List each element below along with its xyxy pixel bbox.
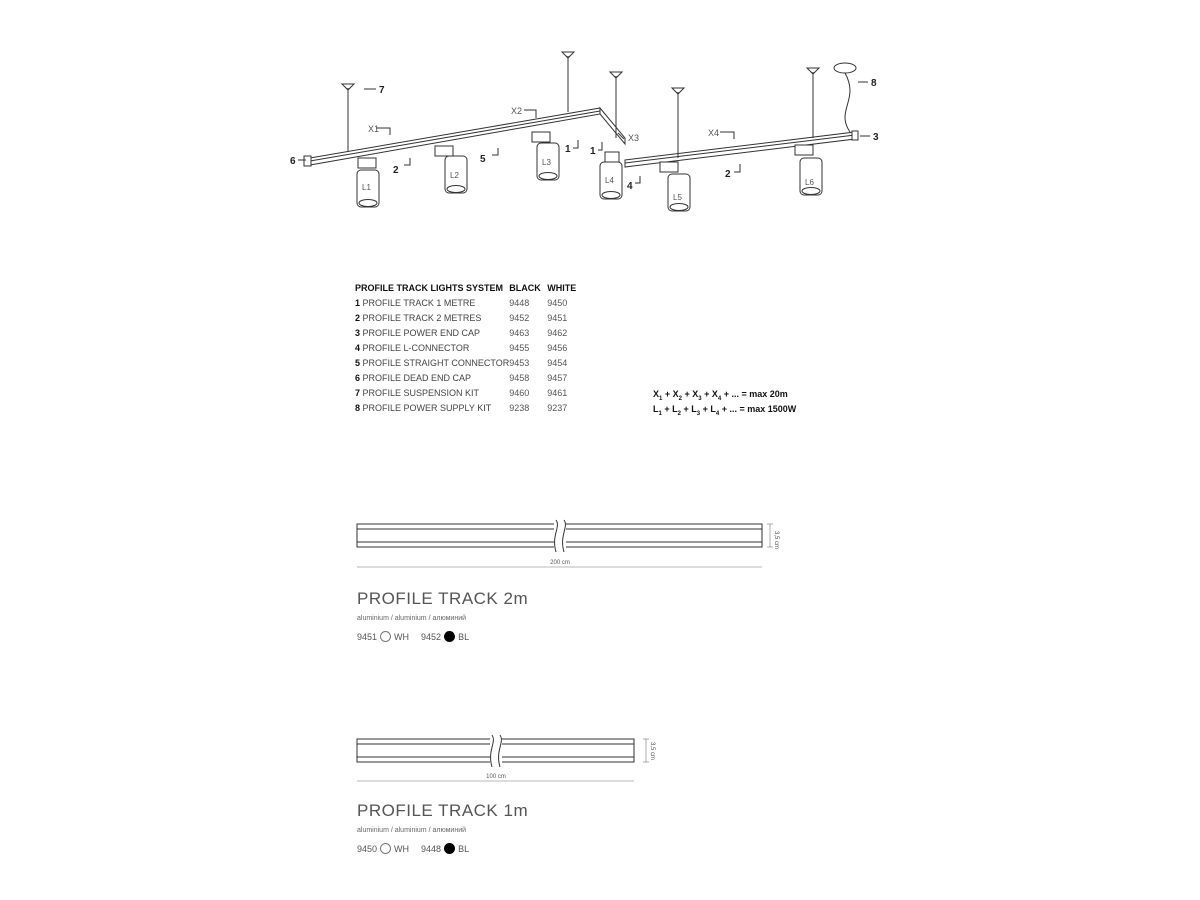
item-number: 3 — [355, 327, 361, 338]
white-code: 9454 — [547, 357, 568, 368]
table-row — [355, 310, 585, 325]
track-1m-black-label: BL — [458, 843, 470, 854]
black-code: 9455 — [509, 342, 530, 353]
table-row — [355, 295, 585, 310]
column-black: BLACK — [509, 282, 541, 293]
black-code: 9458 — [509, 372, 530, 383]
white-swatch-icon — [380, 843, 391, 854]
white-swatch-icon — [380, 631, 391, 642]
track-1m-height-label: 3,5 cm — [649, 741, 655, 761]
white-code: 9457 — [547, 372, 568, 383]
track-1m-drawing — [350, 730, 670, 790]
track-1m-black-code: 9448 — [421, 843, 442, 854]
track-1m-length-label: 100 cm — [486, 774, 506, 780]
lamp-label-l1: L1 — [362, 183, 371, 192]
table-row — [355, 385, 585, 400]
white-code: 9450 — [547, 297, 568, 308]
item-name: PROFILE DEAD END CAP — [362, 372, 472, 383]
lamp-label-l6: L6 — [805, 178, 814, 187]
table-row — [355, 355, 585, 370]
item-number: 8 — [355, 402, 361, 413]
column-white: WHITE — [547, 282, 577, 293]
power-formula-tail: + ... = max 1500W — [721, 404, 797, 414]
item-number: 6 — [355, 372, 361, 383]
item-number: 7 — [355, 387, 361, 398]
white-code: 9461 — [547, 387, 568, 398]
item-name: PROFILE L-CONNECTOR — [362, 342, 470, 353]
track-2m-material: aluminium / aluminium / алюминий — [357, 615, 467, 622]
item-number: 2 — [355, 312, 361, 323]
table-title: PROFILE TRACK LIGHTS SYSTEM — [355, 282, 504, 293]
lamp-label-l5: L5 — [673, 193, 682, 202]
table-header-row — [355, 280, 585, 295]
callout-2-left: 2 — [393, 165, 399, 176]
callout-7: 7 — [379, 85, 385, 96]
table-row — [355, 340, 585, 355]
callout-2-right: 2 — [725, 169, 731, 180]
callout-1-b: 1 — [590, 146, 596, 157]
segment-label-x3: X3 — [628, 133, 640, 143]
white-code: 9237 — [547, 402, 568, 413]
table-row — [355, 325, 585, 340]
track-2m-black-code: 9452 — [421, 631, 442, 642]
track-2m-white-label: WH — [394, 631, 410, 642]
track-system-diagram — [280, 40, 900, 230]
table-row — [355, 370, 585, 385]
lamp-label-l2: L2 — [450, 171, 459, 180]
length-formula-tail: + ... = max 20m — [723, 389, 788, 399]
track-2m-length-label: 200 cm — [550, 560, 570, 566]
segment-label-x4: X4 — [708, 128, 720, 138]
item-number: 5 — [355, 357, 361, 368]
track-1m-white-label: WH — [394, 843, 410, 854]
callout-5: 5 — [480, 154, 486, 165]
black-code: 9238 — [509, 402, 530, 413]
black-code: 9463 — [509, 327, 530, 338]
lamp-label-l3: L3 — [542, 158, 551, 167]
segment-label-x2: X2 — [511, 106, 523, 116]
track-1m-white-code: 9450 — [357, 843, 378, 854]
white-code: 9456 — [547, 342, 568, 353]
length-formula: $X_1 + X_2 + X_3 + X_4$ + ... = max 20m — [653, 389, 788, 402]
white-code: 9462 — [547, 327, 568, 338]
power-formula: $L_1 + L_2 + L_3 + L_4$ + ... = max 1500W — [653, 404, 797, 417]
black-swatch-icon — [444, 631, 455, 642]
item-name: PROFILE POWER END CAP — [362, 327, 481, 338]
callout-8: 8 — [871, 78, 877, 89]
lamp-label-l4: L4 — [605, 176, 614, 185]
item-name: PROFILE TRACK 2 METRES — [362, 312, 482, 323]
track-1m-title: PROFILE TRACK 1m — [357, 801, 529, 820]
callout-6: 6 — [290, 156, 296, 167]
black-code: 9452 — [509, 312, 530, 323]
callout-4: 4 — [627, 181, 633, 192]
black-code: 9448 — [509, 297, 530, 308]
callout-1-a: 1 — [565, 144, 571, 155]
item-name: PROFILE SUSPENSION KIT — [362, 387, 480, 398]
track-1m-material: aluminium / aluminium / алюминий — [357, 827, 467, 834]
black-code: 9460 — [509, 387, 530, 398]
track-2m-variants — [357, 631, 469, 642]
table-row — [355, 400, 585, 415]
product-table — [355, 280, 585, 415]
item-name: PROFILE STRAIGHT CONNECTOR — [362, 357, 510, 368]
track-2m-white-code: 9451 — [357, 631, 378, 642]
segment-label-x1: X1 — [368, 124, 380, 134]
callout-3: 3 — [873, 132, 879, 143]
track-2m-black-label: BL — [458, 631, 470, 642]
black-swatch-icon — [444, 843, 455, 854]
black-code: 9453 — [509, 357, 530, 368]
item-name: PROFILE POWER SUPPLY KIT — [362, 402, 492, 413]
item-name: PROFILE TRACK 1 METRE — [362, 297, 476, 308]
track-1m-variants — [357, 843, 469, 854]
white-code: 9451 — [547, 312, 568, 323]
item-number: 1 — [355, 297, 361, 308]
track-2m-drawing — [350, 515, 800, 575]
track-2m-height-label: 3,5 cm — [773, 530, 779, 550]
item-number: 4 — [355, 342, 361, 353]
track-2m-title: PROFILE TRACK 2m — [357, 589, 529, 608]
